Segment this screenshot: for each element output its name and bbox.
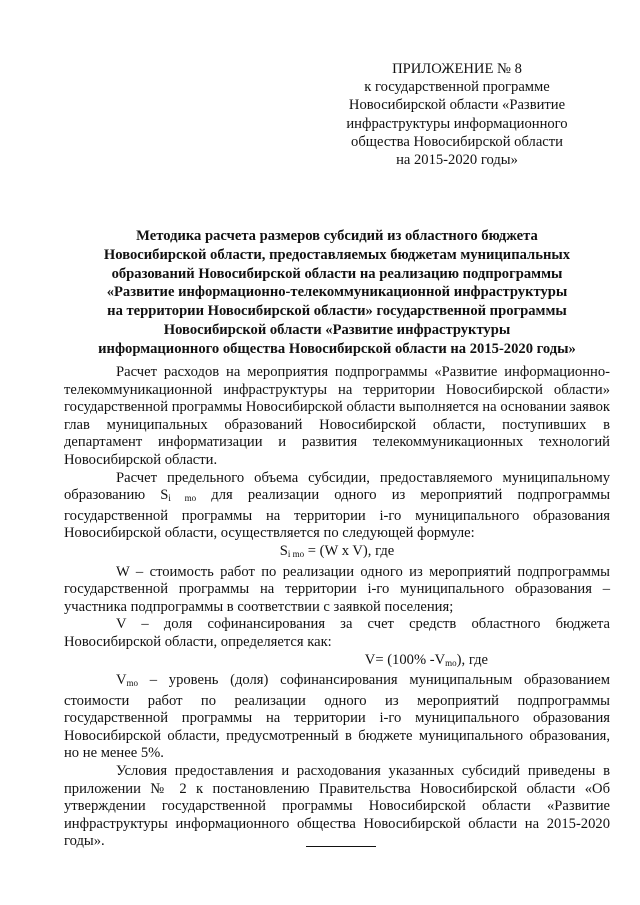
appendix-line: ПРИЛОЖЕНИЕ № 8 — [392, 61, 522, 77]
title-line: Новосибирской области, предоставляемых бюджетам муниципальных — [103, 246, 571, 263]
paragraph-conditions: Условия предоставления и расходования указанных субсидий приведены в приложении № 2 к постановлению Правительства Новосибирской области «Об утверждении государственной программы Новосибирской области «Развитие инфраструктуры информационного общества Новосибирской области на 2015-2020 годы». — [64, 763, 610, 850]
appendix-line: Новосибирской области «Развитие — [348, 97, 566, 114]
paragraph-expenses: Расчет расходов на мероприятия подпрограммы «Развитие информационно-телекоммуникационной инфраструктуры на территории Новосибирской области» государственной программы Новосибирской области выполняется на основании заявок глав муниципальных образований Новосибирской области, поступивших в департамент информатизации и развития телекоммуникационных технологий Новосибирской области. — [64, 364, 610, 468]
title-line: «Развитие информационно-телекоммуникационной инфраструктуры — [106, 284, 568, 301]
title-line: образований Новосибирской области на реализацию подпрограммы — [111, 265, 563, 282]
appendix-line: на 2015-2020 годы» — [396, 152, 518, 169]
appendix-line: инфраструктуры информационного — [346, 115, 568, 132]
appendix-header — [322, 60, 592, 169]
document-body — [64, 364, 610, 851]
appendix-line: к государственной программе — [364, 79, 550, 96]
document-title — [64, 227, 610, 359]
paragraph-w-definition: W – стоимость работ по реализации одного из мероприятий подпрограммы государственной программы на территории i-го муниципального образования – участника подпрограммы в соответствии с заявкой поселения; — [64, 563, 610, 615]
paragraph-v-definition: V – доля софинансирования за счет средств областного бюджета Новосибирской области, определяется как: — [64, 616, 610, 650]
title-line: на территории Новосибирской области» государственной программы — [107, 303, 567, 320]
formula-subsidy: $S_{i mo} = (W$ x V), где — [279, 542, 395, 559]
appendix-line: общества Новосибирской области — [351, 133, 563, 150]
end-separator — [306, 846, 376, 847]
title-line: Методика расчета размеров субсидий из областного бюджета — [136, 228, 538, 244]
title-line: информационного общества Новосибирской области на 2015-2020 годы» — [98, 340, 576, 357]
paragraph-vmo-definition: $V_{mo}$ – уровень (доля) софинансирования муниципальным образованием стоимости работ по реализации одного из мероприятий подпрограммы государственной программы на территории i-го муниципального образования Новосибирской области, предусмотренный в бюджете муниципального образования, но не менее 5%. — [64, 672, 610, 762]
paragraph-subsidy-limit: Расчет предельного объема субсидии, предоставляемого муниципальному образованию $S_{i mo}$ для реализации одного из мероприятий подпрограммы государственной программы на территории i-го муниципального образования Новосибирской области, осуществляется по следующей формуле: — [64, 469, 610, 542]
formula-share: V= (100% $-V_{mo}$), где — [364, 651, 488, 668]
title-line: Новосибирской области «Развитие инфраструктуры — [163, 321, 511, 338]
